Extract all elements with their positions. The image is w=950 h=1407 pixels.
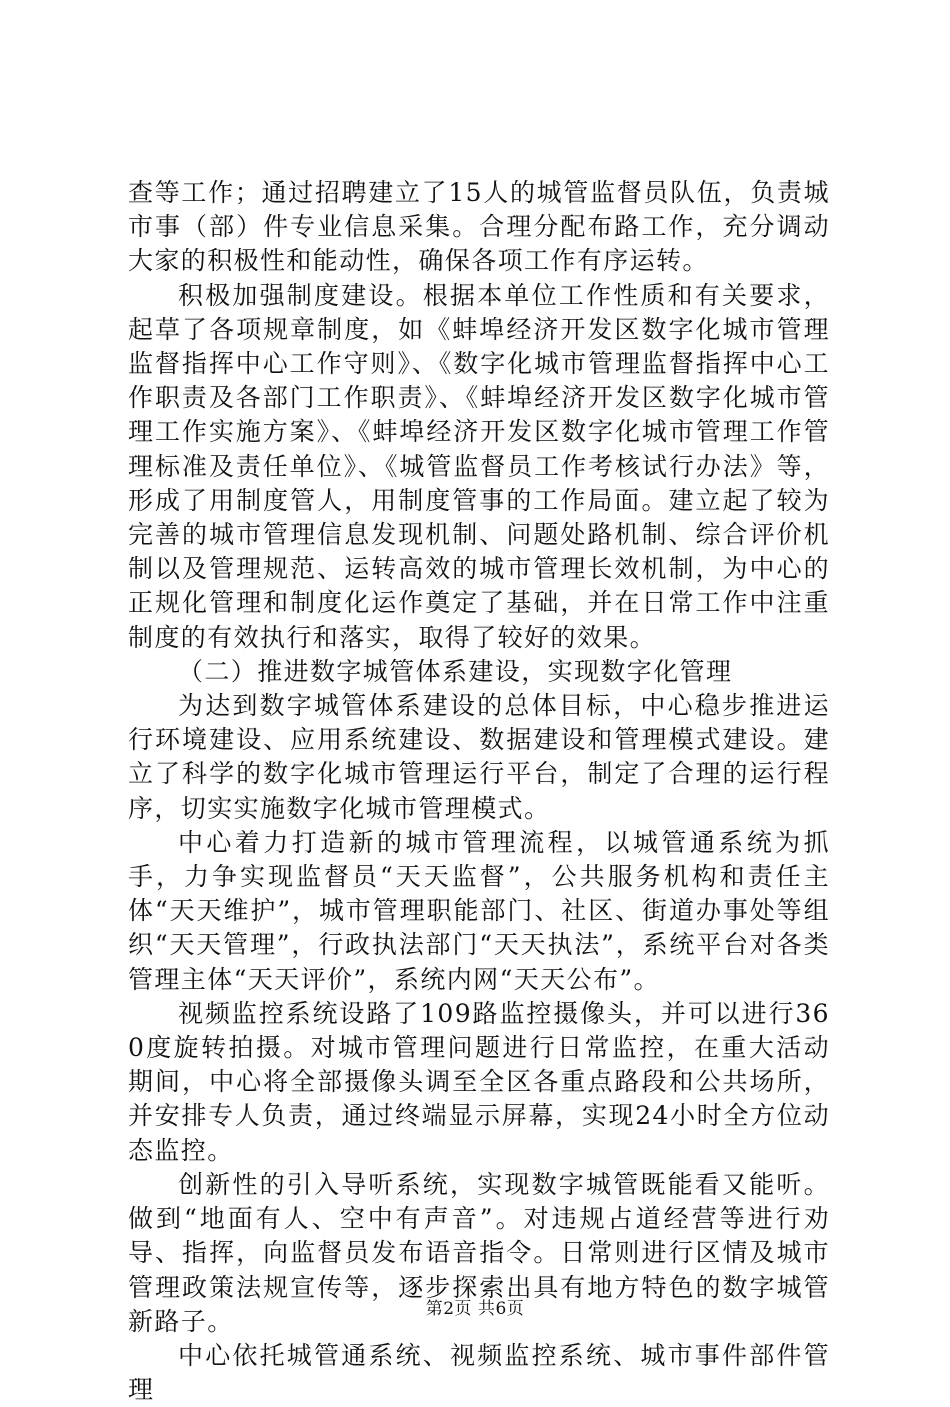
paragraph-1: 查等工作；通过招聘建立了15人的城管监督员队伍，负责城市事（部）件专业信息采集。合理分配布路工作，充分调动大家的积极性和能动性，确保各项工作有序运转。: [128, 178, 830, 276]
paragraph-5: 视频监控系统设路了109路监控摄像头，并可以进行360度旋转拍摄。对城市管理问题进行日常监控，在重大活动期间，中心将全部摄像头调至全区各重点路段和公共场所，并安排专人负责，通过终端显示屏幕，实现24小时全方位动态监控。: [128, 998, 830, 1165]
document-body: [128, 176, 830, 1407]
paragraph-7: 中心依托城管通系统、视频监控系统、城市事件部件管理: [128, 1340, 830, 1405]
section-heading: （二）推进数字城管体系建设，实现数字化管理: [178, 656, 733, 686]
paragraph-6: 创新性的引入导听系统，实现数字城管既能看又能听。做到“地面有人、空中有声音”。对违规占道经营等进行劝导、指挥，向监督员发布语音指令。日常则进行区情及城市管理政策法规宣传等，逐步探索出具有地方特色的数字城管新路子。: [128, 1169, 830, 1336]
paragraph-3: 为达到数字城管体系建设的总体目标，中心稳步推进运行环境建设、应用系统建设、数据建设和管理模式建设。建立了科学的数字化城市管理运行平台，制定了合理的运行程序，切实实施数字化城市管理模式。: [128, 691, 830, 823]
paragraph-4: 中心着力打造新的城市管理流程，以城管通系统为抓手，力争实现监督员“天天监督”，公共服务机构和责任主体“天天维护”，城市管理职能部门、社区、街道办事处等组织“天天管理”，行政执法部门“天天执法”，系统平台对各类管理主体“天天评价”，系统内网“天天公布”。: [128, 827, 830, 994]
paragraph-2: 积极加强制度建设。根据本单位工作性质和有关要求，起草了各项规章制度，如《蚌埠经济开发区数字化城市管理监督指挥中心工作守则》、《数字化城市管理监督指挥中心工作职责及各部门工作职责》、《蚌埠经济开发区数字化城市管理工作实施方案》、《蚌埠经济开发区数字化城市管理工作管理标准及责任单位》、《城管监督员工作考核试行办法》等，形成了用制度管人，用制度管事的工作局面。建立起了较为完善的城市管理信息发现机制、问题处路机制、综合评价机制以及管理规范、运转高效的城市管理长效机制，为中心的正规化管理和制度化运作奠定了基础，并在日常工作中注重制度的有效执行和落实，取得了较好的效果。: [128, 280, 830, 652]
page-footer: 第2页 共6页: [425, 1299, 525, 1319]
